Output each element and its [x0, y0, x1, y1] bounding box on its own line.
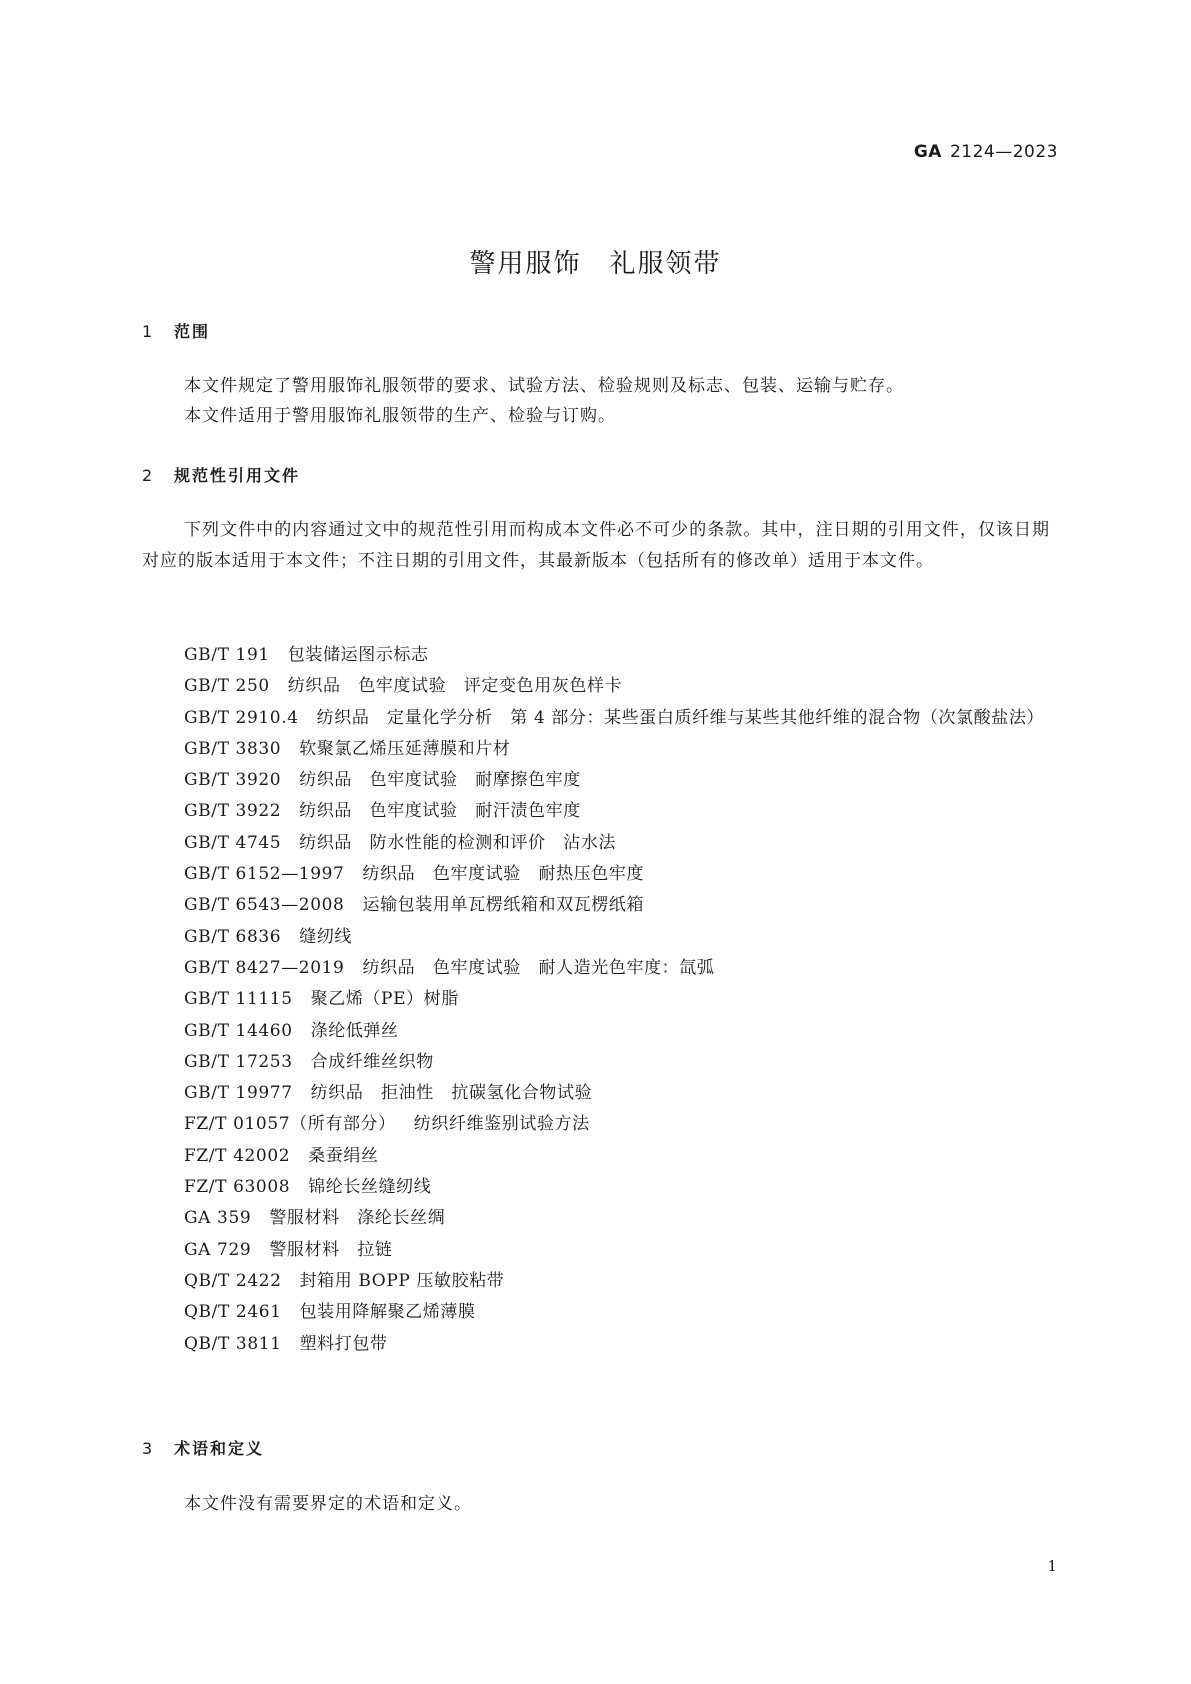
reference-item [142, 640, 1054, 671]
reference-title: 纺织品 色牢度试验 耐汗渍色牢度 [299, 801, 581, 822]
reference-title: 缝纫线 [299, 926, 353, 947]
standard-code-header [914, 142, 1058, 162]
reference-code: GB/T 191 [184, 645, 270, 665]
reference-item [142, 1266, 1054, 1297]
reference-title: 纺织品 拒油性 抗碳氢化合物试验 [310, 1083, 593, 1104]
reference-title: 合成纤维丝织物 [310, 1051, 434, 1072]
reference-title: 塑料打包带 [299, 1333, 388, 1354]
reference-title: 运输包装用单瓦楞纸箱和双瓦楞纸箱 [362, 895, 645, 916]
reference-code: GB/T 6836 [184, 926, 282, 947]
reference-code: FZ/T 01057（所有部分） [184, 1114, 396, 1135]
reference-title: 桑蚕绢丝 [308, 1145, 379, 1166]
section-number: 1 [142, 322, 155, 341]
reference-code: GB/T 6152—1997 [184, 864, 345, 885]
standard-number: 2124—2023 [949, 142, 1058, 162]
reference-item [142, 1078, 1054, 1109]
reference-code: GB/T 3922 [184, 801, 282, 822]
reference-title: 纺织品 色牢度试验 耐摩擦色牢度 [299, 770, 581, 791]
section-1-paragraph-2: 本文件适用于警用服饰礼服领带的生产、检验与订购。 [184, 406, 616, 426]
reference-item [142, 1016, 1054, 1047]
reference-title: 涤纶低弹丝 [310, 1020, 399, 1041]
reference-item [142, 1235, 1054, 1266]
reference-code: FZ/T 63008 [184, 1177, 291, 1198]
reference-item [142, 890, 1054, 921]
reference-item [142, 828, 1054, 859]
reference-item [142, 765, 1054, 796]
reference-title: 锦纶长丝缝纫线 [308, 1177, 432, 1198]
reference-code: GB/T 250 [184, 676, 270, 697]
reference-code: FZ/T 42002 [184, 1145, 291, 1166]
reference-title: 纺织品 色牢度试验 耐人造光色牢度：氙弧 [362, 957, 715, 978]
section-2-heading [142, 463, 300, 486]
reference-item [142, 734, 1054, 765]
reference-code: GB/T 2910.4 [184, 707, 299, 728]
normative-reference-list [142, 640, 1054, 1360]
reference-item [142, 1297, 1054, 1328]
section-title: 术语和定义 [174, 1439, 265, 1458]
reference-code: QB/T 3811 [184, 1333, 282, 1354]
reference-title: 纺织品 防水性能的检测和评价 沾水法 [299, 832, 617, 853]
reference-item [142, 1329, 1054, 1360]
reference-code: GB/T 8427—2019 [184, 957, 345, 978]
reference-title: 软聚氯乙烯压延薄膜和片材 [299, 738, 511, 759]
reference-code: GB/T 11115 [184, 989, 293, 1010]
reference-code: QB/T 2461 [184, 1302, 282, 1323]
section-number: 2 [142, 466, 155, 485]
section-number: 3 [142, 1439, 155, 1458]
reference-title: 纺织品 色牢度试验 耐热压色牢度 [362, 864, 645, 885]
reference-code: GB/T 3830 [184, 738, 282, 759]
section-1-heading [142, 319, 210, 342]
reference-item [142, 1109, 1054, 1140]
section-1-paragraph-1: 本文件规定了警用服饰礼服领带的要求、试验方法、检验规则及标志、包装、运输与贮存。 [184, 376, 904, 396]
reference-title: 聚乙烯（PE）树脂 [310, 989, 459, 1010]
reference-title: 纺织品 定量化学分析 第 4 部分：某些蛋白质纤维与某些其他纤维的混合物（次氯酸盐法） [316, 707, 1045, 728]
reference-item [142, 796, 1054, 827]
document-title: 警用服饰 礼服领带 [469, 249, 722, 279]
reference-code: GA 359 [184, 1208, 252, 1229]
section-title: 规范性引用文件 [174, 466, 301, 485]
reference-item [142, 1141, 1054, 1172]
reference-title: 封箱用 BOPP 压敏胶粘带 [299, 1270, 505, 1291]
page-number: 1 [1047, 1557, 1057, 1575]
reference-item [142, 1172, 1054, 1203]
reference-item [142, 922, 1054, 953]
reference-title: 包装用降解聚乙烯薄膜 [299, 1302, 476, 1323]
section-3-heading [142, 1436, 264, 1459]
reference-title: 警服材料 涤纶长丝绸 [269, 1208, 446, 1229]
reference-item [142, 1047, 1054, 1078]
reference-item [142, 984, 1054, 1015]
reference-item [142, 953, 1054, 984]
reference-item [142, 859, 1054, 890]
section-title: 范围 [174, 322, 211, 341]
reference-code: GB/T 19977 [184, 1083, 293, 1104]
reference-code: GB/T 17253 [184, 1051, 293, 1072]
reference-code: GB/T 14460 [184, 1020, 293, 1041]
reference-title: 包装储运图示标志 [287, 645, 429, 665]
reference-title: 警服材料 拉链 [269, 1239, 393, 1260]
reference-code: GA 729 [184, 1239, 252, 1260]
reference-item [142, 671, 1054, 702]
reference-code: GB/T 3920 [184, 770, 282, 791]
reference-code: GB/T 6543—2008 [184, 895, 345, 916]
section-2-intro: 下列文件中的内容通过文中的规范性引用而构成本文件必不可少的条款。其中，注日期的引用文件，仅该日期对应的版本适用于本文件；不注日期的引用文件，其最新版本（包括所有的修改单）适用于本文件。 [142, 520, 1050, 571]
reference-title: 纺织纤维鉴别试验方法 [413, 1114, 590, 1135]
reference-item [142, 703, 1054, 734]
reference-code: GB/T 4745 [184, 832, 282, 853]
section-3-paragraph-1: 本文件没有需要界定的术语和定义。 [184, 1494, 472, 1514]
reference-title: 纺织品 色牢度试验 评定变色用灰色样卡 [287, 676, 623, 697]
reference-code: QB/T 2422 [184, 1270, 282, 1291]
reference-item [142, 1203, 1054, 1234]
standard-org: GA [913, 142, 942, 162]
